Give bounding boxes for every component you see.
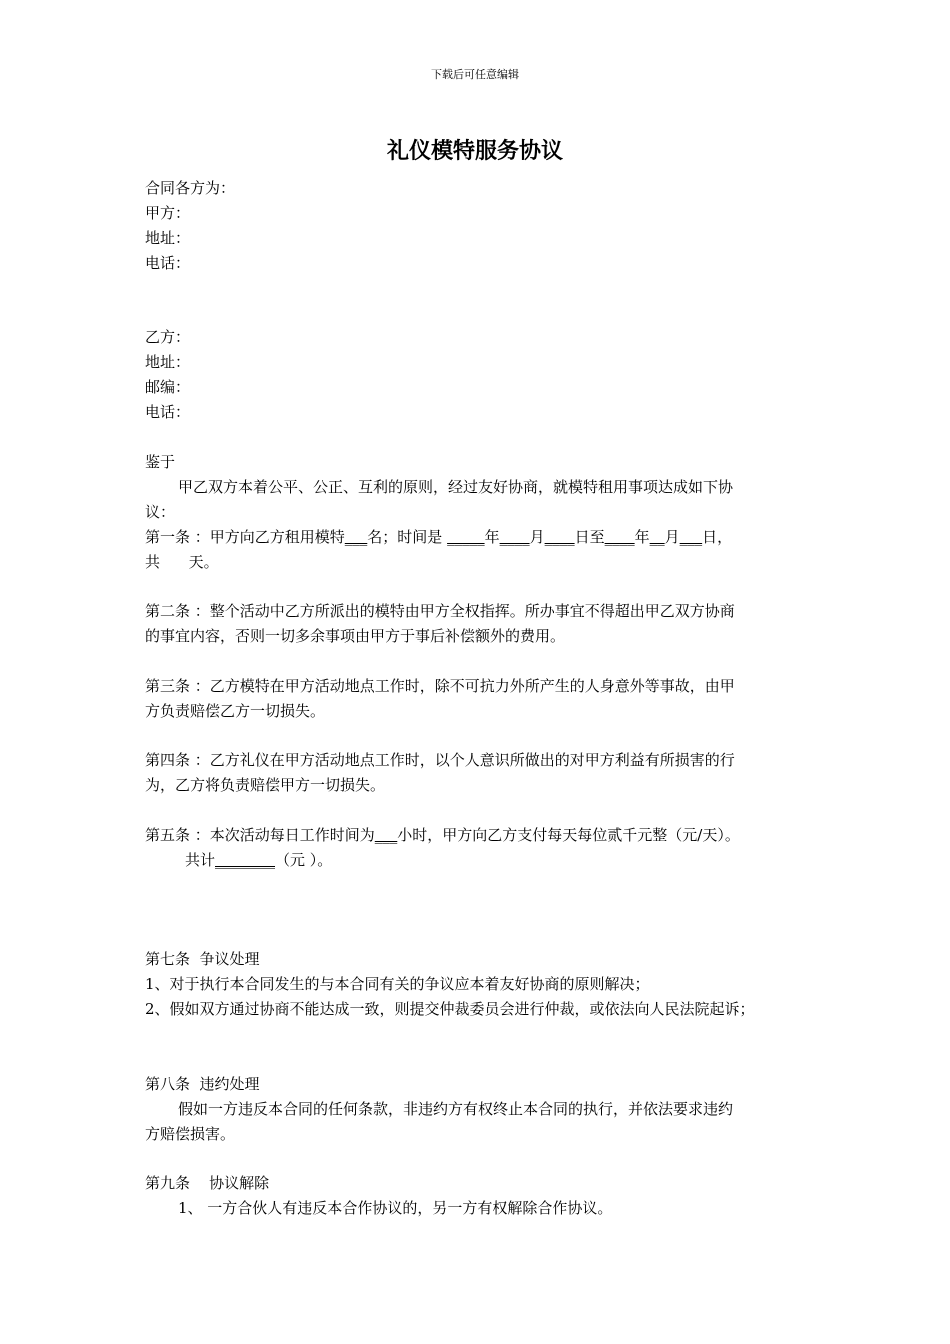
party-a-label: 甲方： [145,204,191,222]
end-month-blank: __ [649,528,665,546]
work-hours-blank: ___ [374,826,398,844]
start-month-blank: ____ [499,528,530,546]
article1-text-b: 名；时间是 [367,528,448,546]
article7-heading: 第七条 争议处理 [145,950,260,968]
end-day-blank: ___ [679,528,703,546]
end-year-blank: ____ [604,528,635,546]
article3-line2: 方负责赔偿乙方一切损失。 [145,702,326,720]
party-b-phone: 电话： [145,403,191,421]
article1-line2: 共 天。 [145,553,219,571]
article1-text-g: 月 [664,528,680,546]
article8-line1: 假如一方违反本合同的任何条款，非违约方有权终止本合同的执行，并依法要求违约 [178,1100,734,1118]
party-b-label: 乙方： [145,328,191,346]
article9-heading: 第九条 协议解除 [145,1174,270,1192]
article1-line1 [145,527,732,547]
party-a-phone: 电话： [145,254,191,272]
model-count-blank: ___ [344,528,368,546]
document-title: 礼仪模特服务协议 [386,138,563,164]
start-year-blank: _____ [447,528,485,546]
preamble-line1: 甲乙双方本着公平、公正、互利的原则，经过友好协商，就模特租用事项达成如下协 [178,478,734,496]
article2-line1: 第二条 ：整个活动中乙方所派出的模特由甲方全权指挥。所办事宜不得超出甲乙双方协商 [145,602,735,620]
party-b-address: 地址： [145,353,191,371]
total-amount-blank: ________ [215,851,276,869]
start-day-blank: ____ [544,528,575,546]
article1-text-d: 月 [529,528,545,546]
preamble-heading: 鉴于 [145,453,176,471]
article1-text-e: 日至 [574,528,605,546]
article5-text-b: 小时，甲方向乙方支付每天每位贰千元整（元/天）。 [397,826,740,844]
parties-intro: 合同各方为： [145,179,236,197]
article1-text-f: 年 [634,528,650,546]
article8-line2: 方赔偿损害。 [145,1125,236,1143]
party-a-address: 地址： [145,229,191,247]
article7-item2: 2、假如双方通过协商不能达成一致，则提交仲裁委员会进行仲裁，或依法向人民法院起诉； [145,1000,755,1018]
article2-line2: 的事宜内容，否则一切多余事项由甲方于事后补偿额外的费用。 [145,627,566,645]
article4-line1: 第四条 ：乙方礼仪在甲方活动地点工作时，以个人意识所做出的对甲方利益有所损害的行 [145,751,735,769]
article5-text-a: 第五条 ：本次活动每日工作时间为 [145,826,375,844]
article9-item1: 1、 一方合伙人有违反本合作协议的，另一方有权解除合作协议。 [178,1199,613,1217]
article7-item1: 1、对于执行本合同发生的与本合同有关的争议应本着友好协商的原则解决； [145,975,650,993]
preamble-line2: 议： [145,503,176,521]
article1-text-a: 第一条 ：甲方向乙方租用模特 [145,528,345,546]
article5-text-d: （元 ）。 [275,851,333,869]
party-b-postcode: 邮编： [145,378,191,396]
article4-line2: 为，乙方将负责赔偿甲方一切损失。 [145,776,386,794]
article8-heading: 第八条 违约处理 [145,1075,260,1093]
article5-text-c: 共计 [185,851,216,869]
article5-line1 [145,825,740,845]
article1-text-c: 年 [484,528,500,546]
header-note: 下载后可任意编辑 [431,68,519,81]
article5-line2 [185,850,332,870]
article1-text-h: 日， [702,528,733,546]
article3-line1: 第三条 ：乙方模特在甲方活动地点工作时，除不可抗力外所产生的人身意外等事故，由甲 [145,677,735,695]
